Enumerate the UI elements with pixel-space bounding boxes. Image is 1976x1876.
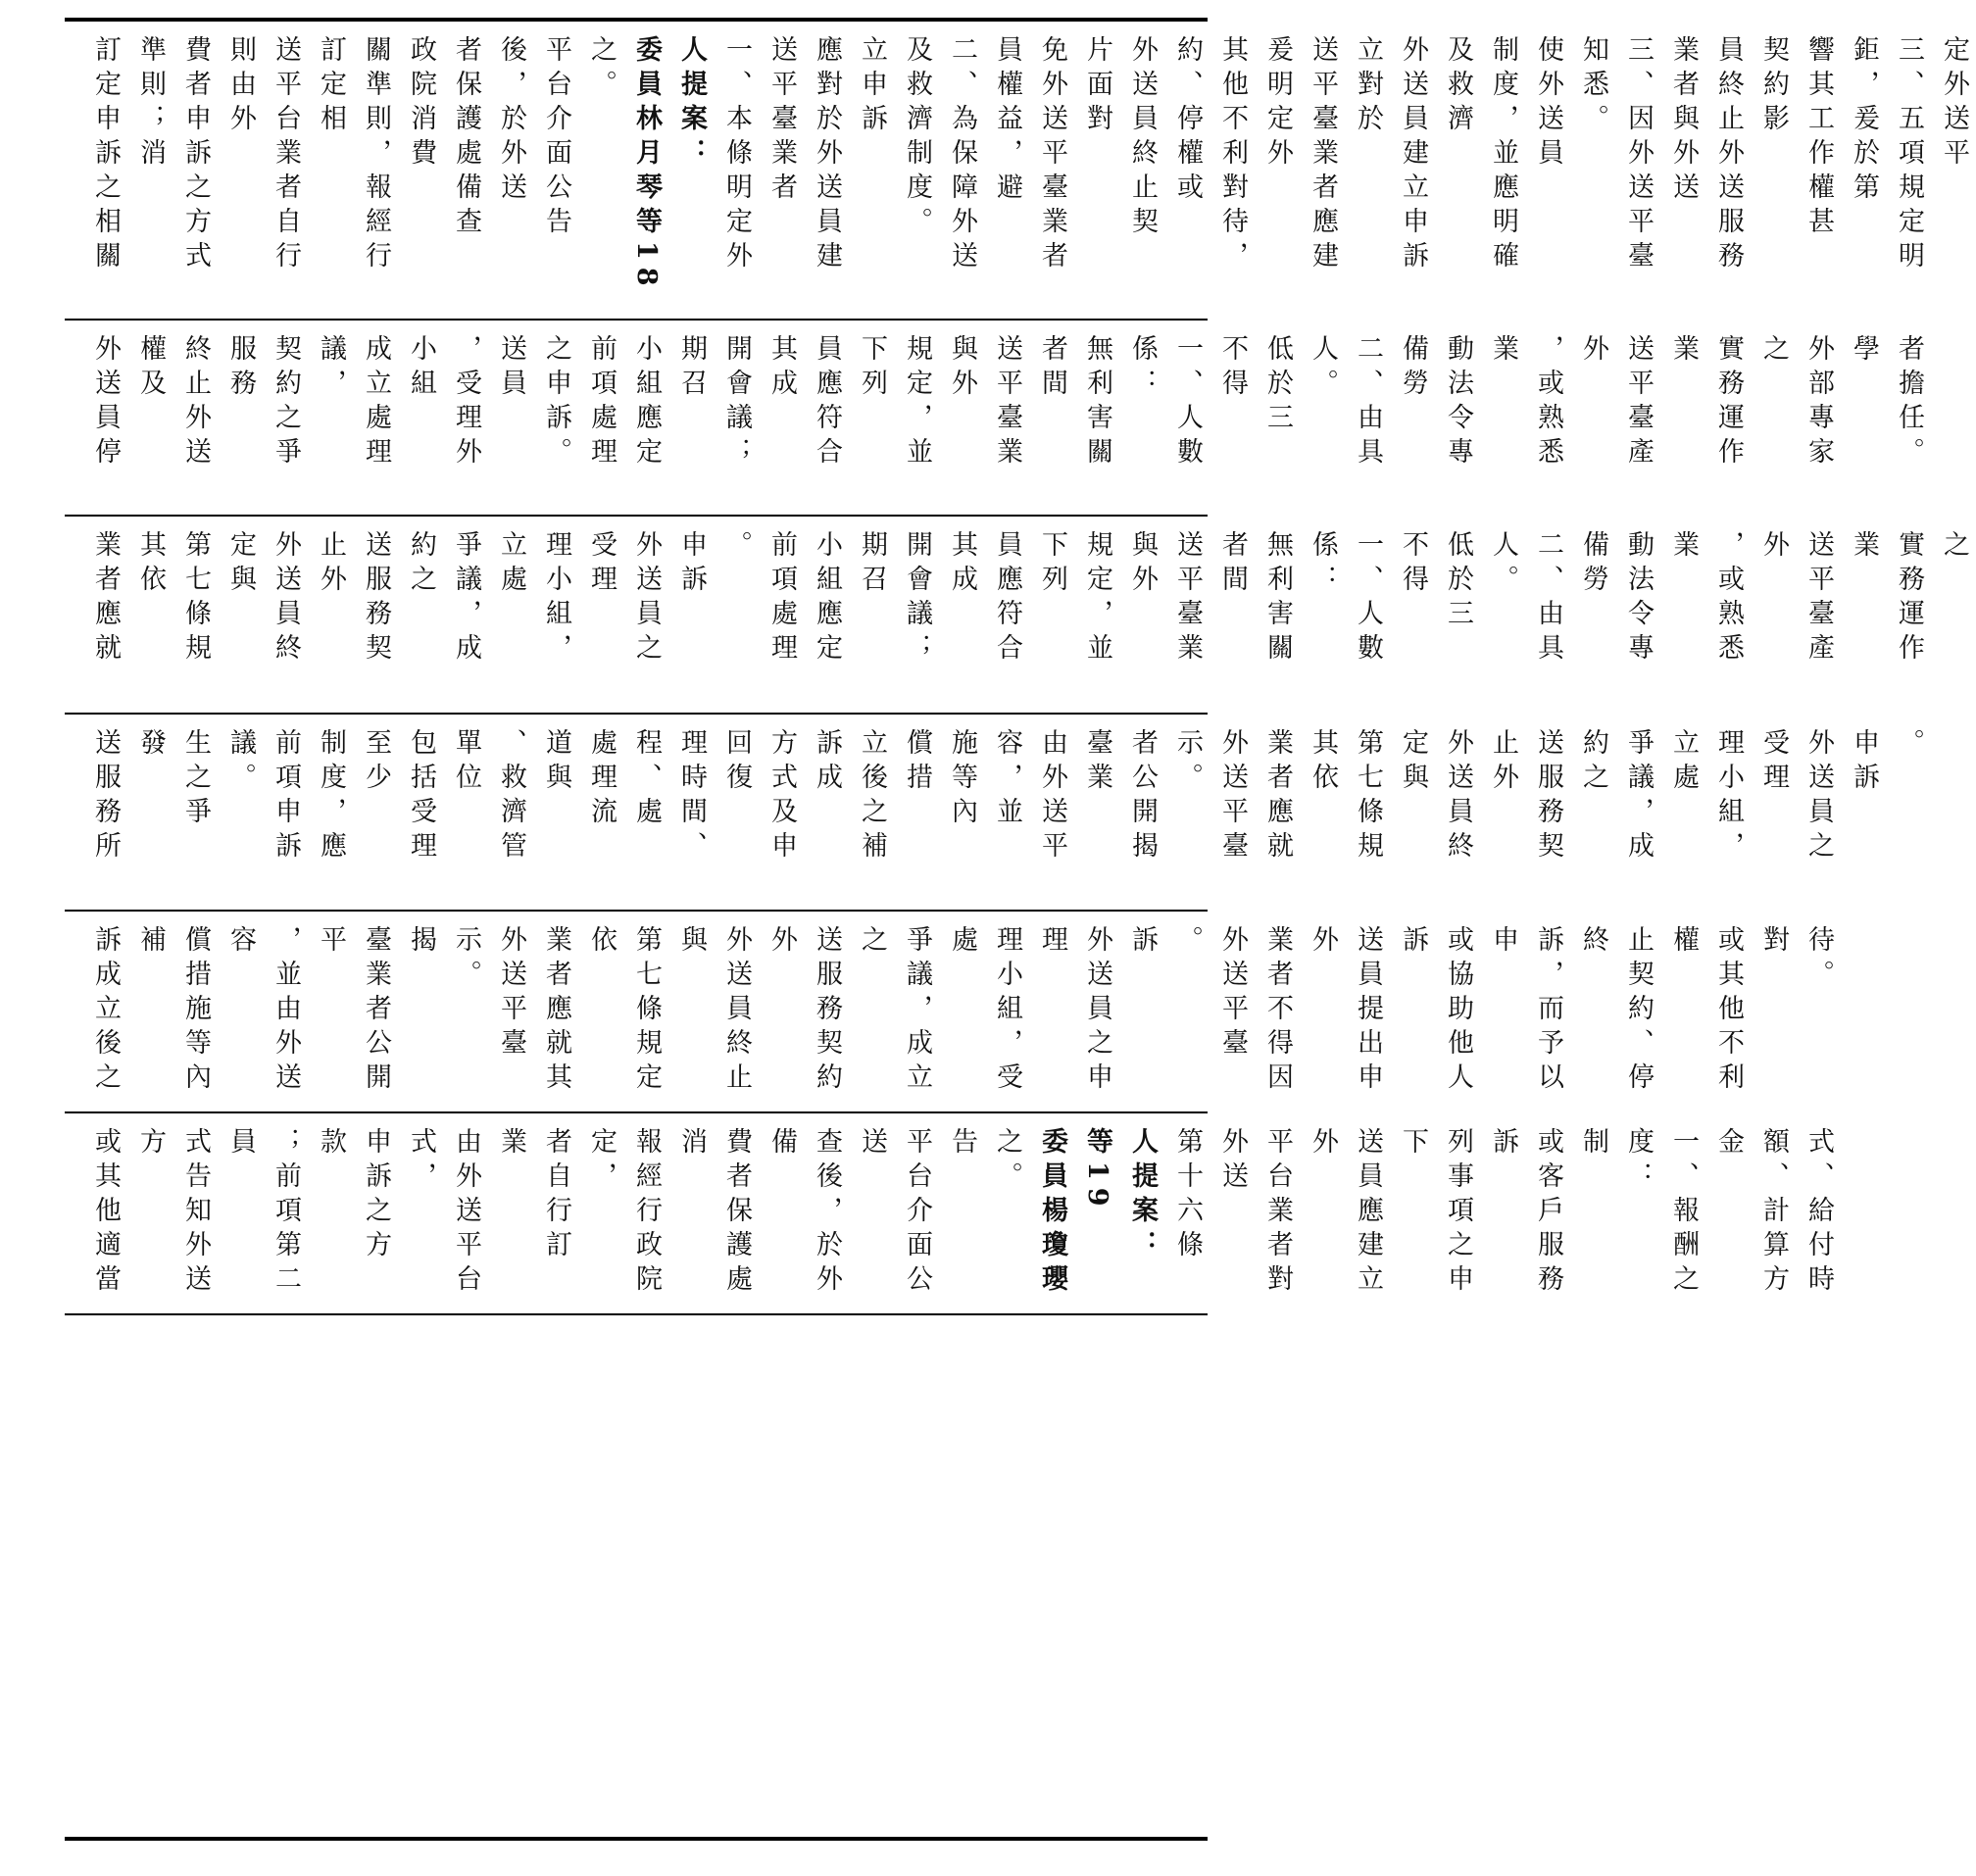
text-line: 之申訴。 xyxy=(541,334,571,471)
text-line: 制度，應至少 xyxy=(316,728,391,865)
text-line: ，或熟悉外 xyxy=(1533,334,1608,471)
text-line: 。 xyxy=(1894,728,1924,763)
text-line: 生之爭議。 xyxy=(180,728,256,831)
text-line: 臺業者公開揭 xyxy=(361,925,436,1097)
text-line: 員應符合下列 xyxy=(992,530,1067,667)
text-line: 二、由具備勞 xyxy=(1533,530,1608,667)
text-line: 業者應就其依 xyxy=(90,530,166,667)
text-line: 免外送平臺業者片面對 xyxy=(1037,35,1112,275)
text-line: 平台業者對外 xyxy=(1262,1127,1338,1299)
text-line: 或客戶服務制 xyxy=(1533,1127,1608,1299)
text-line: 理小組，受理 xyxy=(541,530,617,667)
text-line: 送服務契約之 xyxy=(812,925,887,1097)
table-cell-c3 xyxy=(65,715,1924,910)
text-line: 一、本條明定外送平臺業者 xyxy=(721,35,797,275)
text-line: 其他不利對待，爰明定外 xyxy=(1217,35,1293,275)
text-line: 關準則，報經行政院消費 xyxy=(361,35,436,275)
text-line: 送平臺業者間 xyxy=(992,334,1067,471)
text-line: 業者應就其依 xyxy=(541,925,617,1097)
text-line: 規定，並與外 xyxy=(902,334,977,471)
text-line: 償措施等內容 xyxy=(180,925,256,1097)
text-line: 或協助他人申 xyxy=(1443,925,1518,1097)
text-line: 爭議，成立處 xyxy=(1623,728,1699,865)
text-line: 外送員終止外 xyxy=(1443,728,1518,865)
text-line: 理小組，受理 xyxy=(1713,728,1789,865)
text-line: 實務運作之 xyxy=(1713,334,1789,471)
text-line: 施等內容，並 xyxy=(947,728,1022,831)
text-line: 訂定申訴之相關準則；消 xyxy=(90,35,166,275)
text-line: ，並由外送平 xyxy=(271,925,346,1097)
text-line: 動法令專業 xyxy=(1443,334,1518,471)
text-line: 外送員終止契約、停權或 xyxy=(1127,35,1203,241)
text-line: 第七條規定與 xyxy=(1353,728,1428,865)
table-cell-c5 xyxy=(65,321,1924,515)
text-line: 送員提出申訴 xyxy=(1353,925,1428,1097)
text-line: 第十六條 外送 xyxy=(1172,1127,1248,1299)
text-line: 方式及申訴成 xyxy=(766,728,842,865)
text-line: 外送員之申訴 xyxy=(1803,728,1879,865)
table-cell-c2 xyxy=(65,912,1834,1111)
text-line: 應對於外送員建立申訴 xyxy=(812,35,887,275)
text-line: 開會議；其成 xyxy=(721,334,797,471)
table-cell-c6 xyxy=(65,22,1969,319)
text-line: 前項處理 xyxy=(586,334,617,471)
text-line: 委員楊瓊瓔等19 xyxy=(1037,1127,1112,1299)
text-line: 二、為保障外送員權益，避 xyxy=(947,35,1022,275)
text-line: 送平臺產業 xyxy=(1623,334,1699,471)
text-line: ，或熟悉外 xyxy=(1713,530,1789,667)
text-line: 終止外送服務 xyxy=(180,334,256,471)
text-line: 包括受理單位 xyxy=(406,728,481,865)
text-line: 小組應定期召 xyxy=(631,334,707,471)
text-line: 一、人數不得 xyxy=(1353,530,1428,667)
text-line: 規定，並與外 xyxy=(1082,530,1158,667)
text-line: 一、人數不得 xyxy=(1172,334,1248,471)
bottom-rule xyxy=(65,1837,1208,1841)
text-line: 人提案： xyxy=(1127,1127,1158,1264)
row-divider xyxy=(65,1313,1208,1315)
text-line: 無利害關係： xyxy=(1262,530,1338,667)
text-line: 報經行政院消 xyxy=(631,1127,707,1299)
text-line: 契約之爭議， xyxy=(271,334,346,471)
text-line: 動法令專業 xyxy=(1623,530,1699,667)
text-line: 知悉。 xyxy=(1578,35,1608,138)
text-line: 送服務契約之 xyxy=(361,530,436,667)
text-line: 立後之補償措 xyxy=(857,728,932,865)
text-line: 外送員之申訴 xyxy=(631,530,707,667)
text-line: 送平台業者自行訂定相 xyxy=(271,35,346,275)
text-line: 或其他不利對 xyxy=(1713,925,1789,1097)
text-line: 之。 xyxy=(992,1127,1022,1196)
text-line: 送員應建立下 xyxy=(1353,1127,1428,1299)
text-line: 式告知外送員 xyxy=(180,1127,256,1299)
text-line: 由外送平臺業 xyxy=(1037,728,1112,865)
text-line: ；前項第二款 xyxy=(271,1127,346,1299)
text-line: 外送員終止外 xyxy=(271,530,346,667)
text-line: 外送員停權及 xyxy=(90,334,166,471)
text-line: 平台介面公告之。 xyxy=(541,35,617,241)
text-line: 示。 xyxy=(451,925,481,994)
text-line: 一、報酬之金 xyxy=(1668,1127,1744,1299)
text-line: 第七條規定與 xyxy=(631,925,707,1097)
text-line: 額、計算方 xyxy=(1758,1127,1789,1299)
text-line: 外送平臺 xyxy=(1217,925,1248,1062)
text-line: 度： xyxy=(1623,1127,1654,1196)
text-line: 者公開揭示。 xyxy=(1127,728,1203,865)
text-line: 業者應就其依 xyxy=(1262,728,1338,865)
text-line: 外送平臺 xyxy=(1217,728,1248,865)
text-line: 外送平臺 xyxy=(496,925,526,1062)
text-line: 無利害關係： xyxy=(1082,334,1158,471)
text-line: 實務運作之 xyxy=(1894,530,1969,667)
text-line: ，受理外送員 xyxy=(451,334,526,471)
text-line: 員應符合下列 xyxy=(812,334,887,471)
text-line: 二、由具備勞 xyxy=(1353,334,1428,471)
text-line: 送服務契約之 xyxy=(1533,728,1608,865)
text-line: 者擔任。 xyxy=(1894,334,1924,471)
text-line: 送平臺產業 xyxy=(1803,530,1879,667)
text-line: 式、給付時 xyxy=(1803,1127,1834,1299)
text-line: 外送員之申訴 xyxy=(1082,925,1158,1097)
text-line: 開會議；其成 xyxy=(902,530,977,667)
text-line: 成立處理小組 xyxy=(361,334,436,471)
text-line: 送平臺業者應建立對於 xyxy=(1308,35,1383,275)
text-line: 及救濟制度。 xyxy=(902,35,932,241)
text-line: 者保護處備查後，於外送 xyxy=(451,35,526,241)
text-line: 訴，而予以終 xyxy=(1533,925,1608,1097)
text-line: 、救濟管道與 xyxy=(496,728,571,865)
text-line: 外送員終止外 xyxy=(721,925,797,1097)
text-line: 響其工作權甚鉅，爰於第 xyxy=(1803,35,1879,241)
table-cell-c4 xyxy=(65,517,1969,713)
text-line: 者自行訂定， xyxy=(541,1127,617,1264)
text-line: 申訴之方式， xyxy=(361,1127,436,1264)
text-line: 理時間、回復 xyxy=(676,728,752,865)
text-line: 送平臺業者間 xyxy=(1172,530,1248,667)
text-line: 費者申訴之方式則由外 xyxy=(180,35,256,275)
text-line: 待。 xyxy=(1803,925,1834,994)
text-line: 低於三人。 xyxy=(1443,530,1518,633)
text-line: 或其他適當方 xyxy=(90,1127,166,1299)
text-line: 三、五項規定明定外送平 xyxy=(1894,35,1969,275)
text-line: 費者保護處備 xyxy=(721,1127,797,1299)
text-line: 外部專家學 xyxy=(1803,334,1879,471)
text-line: 理小組，受理 xyxy=(992,925,1067,1097)
text-line: 平台介面公告 xyxy=(902,1127,977,1299)
text-line: 前項申訴 xyxy=(271,728,301,865)
text-line: 爭議，成立處 xyxy=(902,925,977,1097)
text-line: 送服務所發 xyxy=(90,728,166,865)
text-line: 小組應定期召 xyxy=(812,530,887,667)
text-line: 處理流程、處 xyxy=(586,728,662,831)
text-line: 低於三人。 xyxy=(1262,334,1338,437)
text-line: 爭議，成立處 xyxy=(451,530,526,667)
text-line: 止契約、停權 xyxy=(1623,925,1699,1097)
text-line: 前項處理 xyxy=(766,530,797,667)
text-line: 訴成立後之補 xyxy=(90,925,166,1097)
text-line: 外送員建立申訴及救濟 xyxy=(1398,35,1473,275)
text-line: 員終止外送服務契約影 xyxy=(1713,35,1789,275)
table-cell-c1 xyxy=(65,1113,1834,1313)
text-line: 由外送平台業 xyxy=(451,1127,526,1299)
text-line: 查後，於外送 xyxy=(812,1127,887,1299)
text-line: 委員林月琴等18人提案： xyxy=(631,35,707,294)
text-line: 列事項之申訴 xyxy=(1443,1127,1518,1299)
text-line: 制度，並應明確使外送員 xyxy=(1488,35,1563,275)
text-line: 第七條規定與 xyxy=(180,530,256,667)
text-line: 業者不得因外 xyxy=(1262,925,1338,1097)
text-line: 。 xyxy=(1172,925,1203,960)
text-line: 三、因外送平臺業者與外送 xyxy=(1623,35,1699,275)
text-line: 。 xyxy=(721,530,752,565)
